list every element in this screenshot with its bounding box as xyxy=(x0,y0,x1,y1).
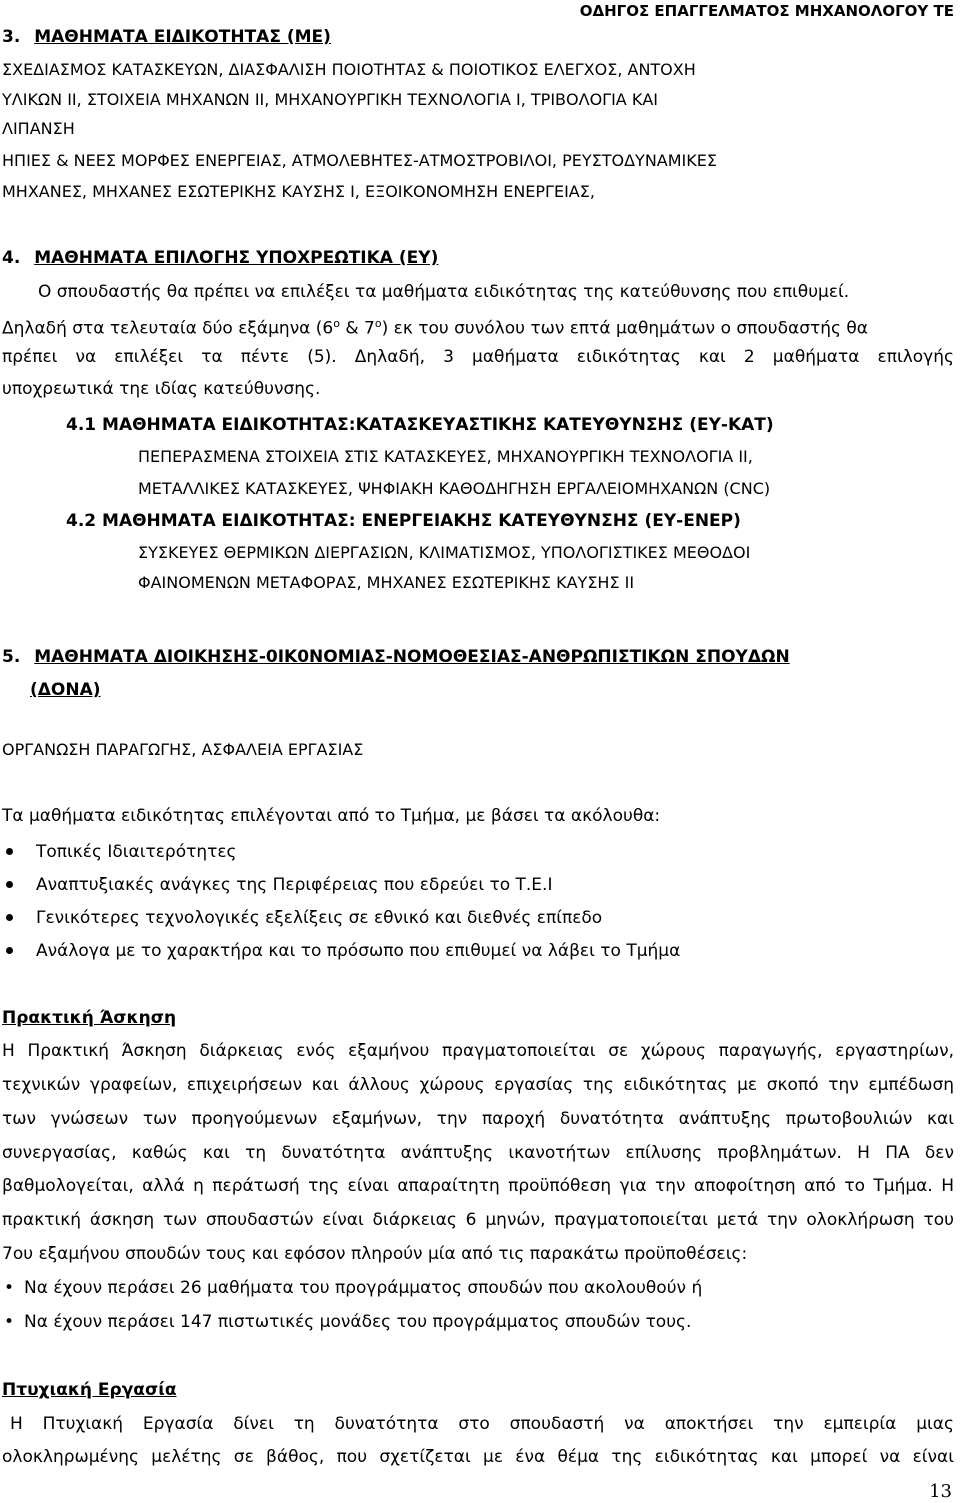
section-4-heading xyxy=(2,247,438,269)
section-3-line-1: ΣΧΕΔΙΑΣΜΟΣ ΚΑΤΑΣΚΕΥΩΝ, ΔΙΑΣΦΑΛΙΣΗ ΠΟΙΟΤΗΤΑΣ & ΠΟΙΟΤΙΚΟΣ ΕΛΕΓΧΟΣ, ΑΝΤΟΧΗ xyxy=(2,60,696,79)
thesis-line-1: Η Πτυχιακή Εργασία δίνει τη δυνατότητα στο σπουδαστή να αποκτήσει την εμπειρία μιας xyxy=(10,1414,954,1434)
thesis-line-2: ολοκληρωμένης μελέτης σε βάθος, που σχετίζεται με ένα θέμα της ειδικότητας και μπορεί να είναι xyxy=(2,1447,954,1467)
practice-line-3: των γνώσεων των προηγούμενων εξαμήνων, την παροχή δυνατότητα ανάπτυξης πρωτοβουλιών και xyxy=(2,1109,954,1129)
section-5-courses: ΟΡΓΑΝΩΣΗ ΠΑΡΑΓΩΓΗΣ, ΑΣΦΑΛΕΙΑ ΕΡΓΑΣΙΑΣ xyxy=(2,740,364,759)
practice-condition-2: Να έχουν περάσει 147 πιστωτικές μονάδες του προγράμματος σπουδών τους. xyxy=(24,1312,692,1332)
practice-line-2: τεχνικών γραφείων, επιχειρήσεων και άλλους χώρους εργασίας της ειδικότητας με σκοπό την εμπέδωση xyxy=(2,1075,954,1095)
section-5-title-line-1: ΜΑΘΗΜΑΤΑ ΔΙΟΙΚΗΣΗΣ-0ΙΚ0ΝΟΜΙΑΣ-ΝΟΜΟΘΕΣΙΑΣ-ΑΝΘΡΩΠΙΣΤΙΚΩΝ ΣΠΟΥΔΩΝ xyxy=(34,647,790,667)
section-3-number: 3. xyxy=(2,27,21,47)
section-4-para-line-2: Δηλαδή στα τελευταία δύο εξάμηνα ($6^o$ & $7^o$) εκ του συνόλου των επτά μαθημάτων ο σπουδαστής θα xyxy=(2,317,869,339)
section-5-number: 5. xyxy=(2,647,21,667)
section-3-line-5: ΜΗΧΑΝΕΣ, ΜΗΧΑΝΕΣ ΕΣΩΤΕΡΙΚΗΣ ΚΑΥΣΗΣ Ι, ΕΞΟΙΚΟΝΟΜΗΣΗ ΕΝΕΡΓΕΙΑΣ, xyxy=(2,182,595,201)
section-4-para-line-3: πρέπει να επιλέξει τα πέντε (5). Δηλαδή, 3 μαθήματα ειδικότητας και 2 μαθήματα επιλογής xyxy=(2,347,954,367)
section-3-line-3: ΛΙΠΑΝΣΗ xyxy=(2,119,75,138)
subsection-4-1-line-2: ΜΕΤΑΛΛΙΚΕΣ ΚΑΤΑΣΚΕΥΕΣ, ΨΗΦΙΑΚΗ ΚΑΘΟΔΗΓΗΣΗ ΕΡΓΑΛΕΙΟΜΗΧΑΝΩΝ (CNC) xyxy=(138,479,771,498)
bullet-icon xyxy=(6,947,13,954)
criteria-item-2: Αναπτυξιακές ανάγκες της Περιφέρειας που εδρεύει το Τ.Ε.Ι xyxy=(36,875,553,895)
page-number: 13 xyxy=(929,1481,952,1502)
practice-line-4: συνεργασίας, καθώς και τη δυνατότητα ανάπτυξης ικανοτήτων επίλυσης προβλημάτων. Η ΠΑ δεν xyxy=(2,1143,954,1163)
thesis-heading: Πτυχιακή Εργασία xyxy=(2,1380,177,1400)
section-4-para-line-1: Ο σπουδαστής θα πρέπει να επιλέξει τα μαθήματα ειδικότητας της κατεύθυνσης που επιθυμεί. xyxy=(38,282,850,302)
practice-heading: Πρακτική Άσκηση xyxy=(2,1008,177,1028)
practice-line-7: 7ου εξαμήνου σπουδών τους και εφόσον πληρούν μία από τις παρακάτω προϋποθέσεις: xyxy=(2,1244,748,1264)
criteria-item-4: Ανάλογα με το χαρακτήρα και το πρόσωπο που επιθυμεί να λάβει το Τμήμα xyxy=(36,941,681,961)
section-4-number: 4. xyxy=(2,248,21,268)
section-3-line-2: ΥΛΙΚΩΝ ΙΙ, ΣΤΟΙΧΕΙΑ ΜΗΧΑΝΩΝ ΙΙ, ΜΗΧΑΝΟΥΡΓΙΚΗ ΤΕΧΝΟΛΟΓΙΑ Ι, ΤΡΙΒΟΛΟΓΙΑ ΚΑΙ xyxy=(2,90,658,109)
subsection-4-1-line-1: ΠΕΠΕΡΑΣΜΕΝΑ ΣΤΟΙΧΕΙΑ ΣΤΙΣ ΚΑΤΑΣΚΕΥΕΣ, ΜΗΧΑΝΟΥΡΓΙΚΗ ΤΕΧΝΟΛΟΓΙΑ ΙΙ, xyxy=(138,447,753,466)
section-3-title: ΜΑΘΗΜΑΤΑ ΕΙΔΙΚΟΤΗΤΑΣ (ΜΕ) xyxy=(34,27,331,47)
bullet-icon: • xyxy=(4,1278,15,1298)
bullet-icon xyxy=(6,914,13,921)
practice-condition-1: Να έχουν περάσει 26 μαθήματα του προγράμματος σπουδών που ακολουθούν ή xyxy=(24,1278,703,1298)
bullet-icon: • xyxy=(4,1312,15,1332)
section-5-title-line-2: (ΔΟΝΑ) xyxy=(30,680,101,700)
subsection-4-2-line-1: ΣΥΣΚΕΥΕΣ ΘΕΡΜΙΚΩΝ ΔΙΕΡΓΑΣΙΩΝ, ΚΛΙΜΑΤΙΣΜΟΣ, ΥΠΟΛΟΓΙΣΤΙΚΕΣ ΜΕΘΟΔΟΙ xyxy=(138,543,751,562)
section-5-heading xyxy=(2,646,790,668)
practice-line-5: βαθμολογείται, αλλά η περάτωσή της είναι απαραίτητη προϋπόθεση για την αποφοίτηση από το Τμήμα. Η xyxy=(2,1176,954,1196)
section-4-title: ΜΑΘΗΜΑΤΑ ΕΠΙΛΟΓΗΣ ΥΠΟΧΡΕΩΤΙΚΑ (ΕΥ) xyxy=(34,248,439,268)
running-header: ΟΔΗΓΟΣ ΕΠΑΓΓΕΛΜΑΤΟΣ ΜΗΧΑΝΟΛΟΓΟΥ ΤΕ xyxy=(579,2,954,20)
section-4-para-line-4: υποχρεωτικά τηε ιδίας κατεύθυνσης. xyxy=(2,379,321,399)
subsection-4-2-line-2: ΦΑΙΝΟΜΕΝΩΝ ΜΕΤΑΦΟΡΑΣ, ΜΗΧΑΝΕΣ ΕΣΩΤΕΡΙΚΗΣ ΚΑΥΣΗΣ ΙΙ xyxy=(138,573,635,592)
subsection-4-1-title: 4.1 ΜΑΘΗΜΑΤΑ ΕΙΔΙΚΟΤΗΤΑΣ:ΚΑΤΑΣΚΕΥΑΣΤΙΚΗΣ ΚΑΤΕΥΘΥΝΣΗΣ (ΕΥ-ΚΑΤ) xyxy=(66,415,774,435)
practice-line-1: Η Πρακτική Άσκηση διάρκειας ενός εξαμήνου πραγματοποιείται σε χώρους παραγωγής, εργαστηρίων, xyxy=(2,1041,954,1061)
section-5-intro: Τα μαθήματα ειδικότητας επιλέγονται από το Τμήμα, με βάσει τα ακόλουθα: xyxy=(2,806,661,826)
practice-line-6: πρακτική άσκηση των σπουδαστών είναι διάρκειας 6 μηνών, πραγματοποιείται μετά την ολοκλήρωση του xyxy=(2,1210,954,1230)
section-3-line-4: ΗΠΙΕΣ & ΝΕΕΣ ΜΟΡΦΕΣ ΕΝΕΡΓΕΙΑΣ, ΑΤΜΟΛΕΒΗΤΕΣ-ΑΤΜΟΣΤΡΟΒΙΛΟΙ, ΡΕΥΣΤΟΔΥΝΑΜΙΚΕΣ xyxy=(2,151,717,170)
bullet-icon xyxy=(6,848,13,855)
bullet-icon xyxy=(6,881,13,888)
section-3-heading xyxy=(2,26,331,48)
subsection-4-2-title: 4.2 ΜΑΘΗΜΑΤΑ ΕΙΔΙΚΟΤΗΤΑΣ: ΕΝΕΡΓΕΙΑΚΗΣ ΚΑΤΕΥΘΥΝΣΗΣ (ΕΥ-ΕΝΕΡ) xyxy=(66,511,741,531)
criteria-item-1: Τοπικές Ιδιαιτερότητες xyxy=(36,842,237,862)
criteria-item-3: Γενικότερες τεχνολογικές εξελίξεις σε εθνικό και διεθνές επίπεδο xyxy=(36,908,603,928)
